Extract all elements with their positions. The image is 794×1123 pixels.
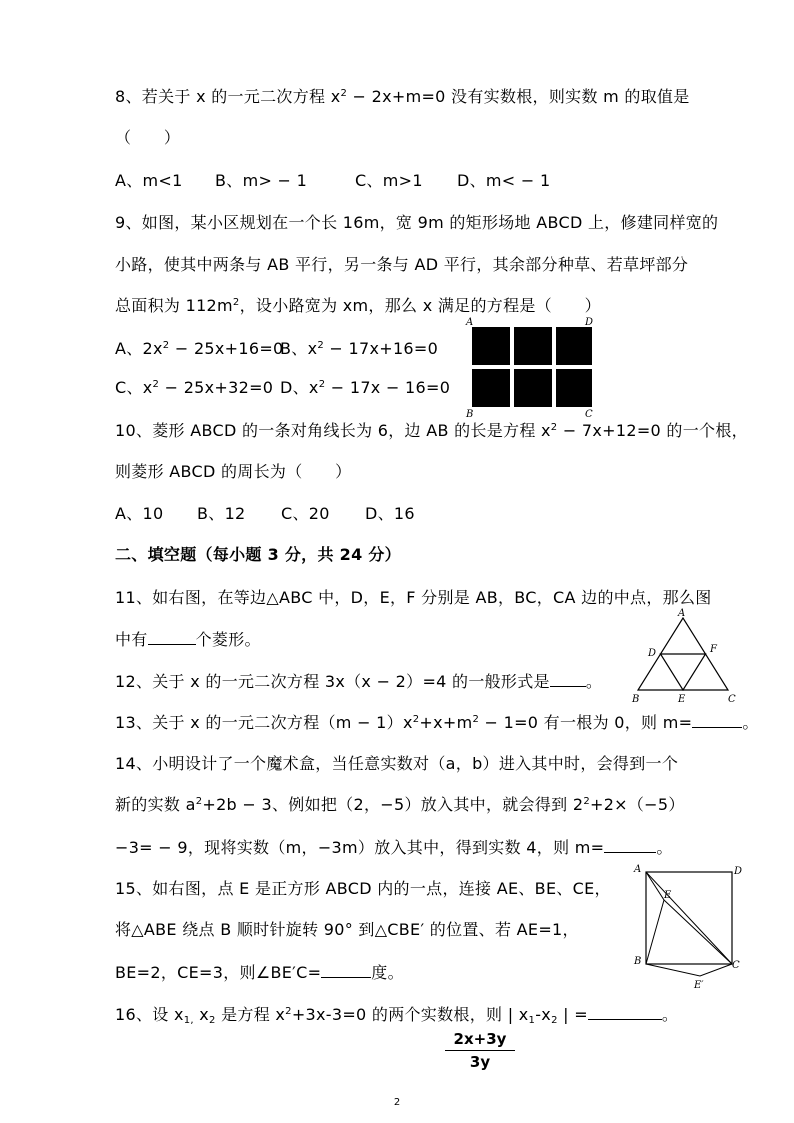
q9-label-d: D <box>585 317 594 328</box>
q16-answer-blank[interactable] <box>588 1003 662 1020</box>
q9-option-b-sup: 2 <box>317 340 325 351</box>
page-number: 2 <box>393 1097 401 1108</box>
q15-label-e: E <box>664 890 672 901</box>
q9-label-a: A <box>466 317 474 328</box>
q9-option-a-post: − 25x+16=0 <box>169 339 284 358</box>
q16-sub-2: 2 <box>209 1015 216 1026</box>
q14-line2-mid2: +2×（−5） <box>589 795 685 814</box>
q9-option-a <box>115 338 284 360</box>
q9-road-vertical-2 <box>552 327 556 407</box>
q16-sub-4: 2 <box>551 1015 558 1026</box>
q10-option-c: C、20 <box>281 504 330 523</box>
q8-stem <box>115 86 690 108</box>
q14-line2-mid1: +2b − 3、例如把（2，−5）放入其中，就会得到 2 <box>202 795 584 814</box>
q14-line1: 14、小明设计了一个魔术盒，当任意实数对（a，b）进入其中时，会得到一个 <box>115 754 679 773</box>
q16-mid3: +3x-3=0 的两个实数根，则 | x <box>291 1005 529 1024</box>
q9-options-cd <box>115 377 450 399</box>
q9-options-ab <box>115 338 438 360</box>
q10-line2: 则菱形 ABCD 的周长为（ ） <box>115 462 352 481</box>
q9-option-d-pre: D、x <box>280 378 319 397</box>
q16-sub-1: 1, <box>183 1015 194 1026</box>
q11-label-b: B <box>632 694 640 705</box>
q10-line1 <box>115 420 748 442</box>
q9-option-a-pre: A、2x <box>115 339 163 358</box>
q16-mid1: x <box>193 1005 210 1024</box>
q15-line3-pre: BE=2，CE=3，则∠BE′C= <box>115 963 322 982</box>
q9-option-c-sup: 2 <box>152 379 160 390</box>
q8-sup: 2 <box>340 88 348 99</box>
q10-sup: 2 <box>550 422 558 433</box>
q13-sup-2: 2 <box>472 714 480 725</box>
q15-answer-blank[interactable] <box>321 961 371 978</box>
q13-sup-1: 2 <box>412 714 420 725</box>
q13-pre: 13、关于 x 的一元二次方程（m − 1）x <box>115 713 413 732</box>
q15-label-e-prime: E′ <box>694 980 704 991</box>
q9-option-b-pre: B、x <box>280 339 318 358</box>
q11-line2-post: 个菱形。 <box>195 630 261 649</box>
q16-mid4: -x <box>535 1005 552 1024</box>
q10-options <box>115 503 415 525</box>
q11-label-f: F <box>710 644 717 655</box>
q9-option-d <box>280 377 450 399</box>
q10-line1-post: − 7x+12=0 的一个根， <box>557 421 748 440</box>
q8-stem-post: − 2x+m=0 没有实数根，则实数 m 的取值是 <box>347 87 690 106</box>
q13-mid2: − 1=0 有一根为 0，则 m= <box>479 713 693 732</box>
q13-line <box>115 711 759 734</box>
q9-option-a-sup: 2 <box>162 340 170 351</box>
q9-option-c-pre: C、x <box>115 378 153 397</box>
fraction-bar <box>445 1050 515 1051</box>
q15-label-c: C <box>732 960 740 971</box>
q10-line1-pre: 10、菱形 ABCD 的一条对角线长为 6，边 AB 的长是方程 x <box>115 421 551 440</box>
q14-line3 <box>115 836 673 859</box>
q9-option-d-sup: 2 <box>318 379 326 390</box>
q10-option-d: D、16 <box>365 504 415 523</box>
q15-label-d: D <box>734 866 743 877</box>
q9-option-b <box>280 338 438 360</box>
q9-line1: 9、如图，某小区规划在一个长 16m，宽 9m 的矩形场地 ABCD 上，修建同样宽的 <box>115 213 719 232</box>
q8-options <box>115 170 550 192</box>
q9-figure <box>462 315 602 424</box>
q14-line2-pre: 新的实数 a <box>115 795 196 814</box>
q8-paren: （ ） <box>115 128 181 147</box>
q16-post: 。 <box>661 1005 679 1024</box>
q14-line3-pre: −3= − 9，现将实数（m，−3m）放入其中，得到实数 4，则 m= <box>115 838 605 857</box>
q10-option-a: A、10 <box>115 504 164 523</box>
q9-line3-pre: 总面积为 112m <box>115 296 233 315</box>
q11-label-d: D <box>648 648 657 659</box>
q15-line2: 将△ABE 绕点 B 顺时针旋转 90° 到△CBE′ 的位置、若 AE=1， <box>115 920 579 939</box>
q8-option-d: D、m< − 1 <box>457 171 551 190</box>
q9-sup: 2 <box>232 297 240 308</box>
q9-option-c-post: − 25x+32=0 <box>159 378 274 397</box>
q11-label-c: C <box>728 694 736 705</box>
q12-post: 。 <box>585 672 603 691</box>
q11-line2 <box>115 628 261 651</box>
q8-option-c: C、m>1 <box>355 171 423 190</box>
q15-line3 <box>115 961 404 984</box>
q16-mid2: 是方程 x <box>215 1005 286 1024</box>
q11-line1: 11、如右图，在等边△ABC 中，D，E，F 分别是 AB，BC，CA 边的中点，那么图 <box>115 588 712 607</box>
q15-figure <box>628 858 748 997</box>
q9-line2: 小路，使其中两条与 AB 平行，另一条与 AD 平行，其余部分种草、若草坪部分 <box>115 255 689 274</box>
q9-option-c <box>115 377 280 399</box>
q16-sub-3: 1 <box>528 1015 536 1026</box>
q16-pre: 16、设 x <box>115 1005 184 1024</box>
q13-post: 。 <box>742 713 759 732</box>
q9-line3-post: ，设小路宽为 xm，那么 x 满足的方程是（ ） <box>239 296 601 315</box>
q8-stem-pre: 8、若关于 x 的一元二次方程 x <box>115 87 341 106</box>
q11-figure <box>628 606 748 710</box>
q16-sup: 2 <box>285 1006 292 1017</box>
q14-answer-blank[interactable] <box>604 836 656 853</box>
fraction <box>445 1030 515 1071</box>
q12-line <box>115 670 602 693</box>
q8-option-a: A、m<1 <box>115 171 183 190</box>
q9-line3 <box>115 295 601 317</box>
q15-triangle-cbe-prime <box>646 964 732 976</box>
fraction-numerator: 2x+3y <box>453 1030 507 1048</box>
q11-label-a: A <box>678 608 686 619</box>
q15-line1: 15、如右图，点 E 是正方形 ABCD 内的一点，连接 AE、BE、CE， <box>115 879 611 898</box>
q11-line2-pre: 中有 <box>115 630 148 649</box>
q9-road-horizontal <box>472 365 592 369</box>
q9-road-vertical-1 <box>510 327 514 407</box>
q14-line2 <box>115 794 685 816</box>
q9-option-b-post: − 17x+16=0 <box>324 339 439 358</box>
section2-title: 二、填空题（每小题 3 分，共 24 分） <box>115 545 401 564</box>
q12-pre: 12、关于 x 的一元二次方程 3x（x − 2）=4 的一般形式是 <box>115 672 550 691</box>
q15-line3-post: 度。 <box>371 963 404 982</box>
q15-label-b: B <box>634 956 642 967</box>
q16-mid5: | = <box>557 1005 588 1024</box>
q13-mid1: +x+m <box>419 713 473 732</box>
q8-option-b: B、m> − 1 <box>215 171 308 190</box>
fraction-denominator: 3y <box>469 1053 491 1071</box>
q13-answer-blank[interactable] <box>692 711 742 728</box>
q15-label-a: A <box>634 864 642 875</box>
q11-label-e: E <box>678 694 686 705</box>
q15-segment-ce <box>664 900 732 964</box>
q11-answer-blank[interactable] <box>148 628 196 645</box>
q14-line3-post: 。 <box>656 838 673 857</box>
q16-line <box>115 1003 678 1026</box>
q14-sup-2: 2 <box>583 796 590 807</box>
q10-option-b: B、12 <box>197 504 246 523</box>
q11-triangle-def <box>661 654 706 690</box>
q15-segments-ae-be <box>646 872 664 964</box>
q9-label-b: B <box>466 409 474 420</box>
q9-label-c: C <box>585 409 593 420</box>
q12-answer-blank[interactable] <box>550 670 586 687</box>
q14-sup-1: 2 <box>195 796 203 807</box>
q9-option-d-post: − 17x − 16=0 <box>325 378 451 397</box>
